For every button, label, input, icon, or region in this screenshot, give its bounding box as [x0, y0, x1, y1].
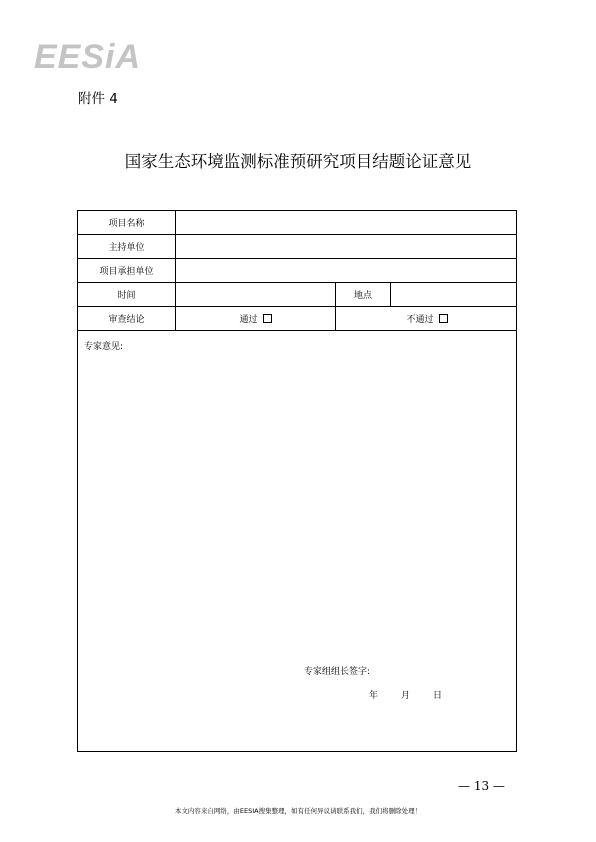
undertaking-unit-field[interactable] [176, 259, 518, 282]
pass-label: 通过 [239, 315, 258, 325]
pass-option[interactable] [176, 307, 336, 330]
fail-checkbox[interactable] [439, 314, 448, 323]
location-label: 地点 [336, 283, 391, 306]
undertaking-unit-label: 项目承担单位 [78, 259, 176, 282]
row-project-name [78, 211, 516, 235]
eesia-watermark-logo: EESiA [34, 38, 142, 76]
date-month-label: 月 [401, 691, 411, 701]
time-label: 时间 [78, 283, 176, 306]
time-field[interactable] [176, 283, 336, 306]
location-field[interactable] [391, 283, 518, 306]
fail-label: 不通过 [406, 315, 434, 325]
leader-signature-label: 专家组组长签字: [304, 667, 371, 677]
host-unit-label: 主持单位 [78, 235, 176, 258]
review-form-table [77, 210, 517, 752]
row-time-location [78, 283, 516, 307]
fail-option[interactable] [336, 307, 518, 330]
row-host-unit [78, 235, 516, 259]
review-conclusion-label: 审查结论 [78, 307, 176, 330]
date-year-label: 年 [369, 691, 379, 701]
project-name-field[interactable] [176, 211, 518, 234]
date-day-label: 日 [433, 691, 443, 701]
row-review-conclusion [78, 307, 516, 331]
footer-disclaimer: 本文内容来自网络，由EESIA搜集整理，如有任何异议请联系我们，我们将删除处理！ [174, 807, 422, 815]
host-unit-field[interactable] [176, 235, 518, 258]
project-name-label: 项目名称 [78, 211, 176, 234]
attachment-label: 附件 4 [78, 91, 118, 107]
document-title: 国家生态环境监测标准预研究项目结题论证意见 [124, 152, 472, 171]
row-undertaking-unit [78, 259, 516, 283]
pass-checkbox[interactable] [263, 314, 272, 323]
page-number: — 13 — [458, 779, 505, 793]
expert-opinion-label: 专家意见: [84, 342, 124, 352]
